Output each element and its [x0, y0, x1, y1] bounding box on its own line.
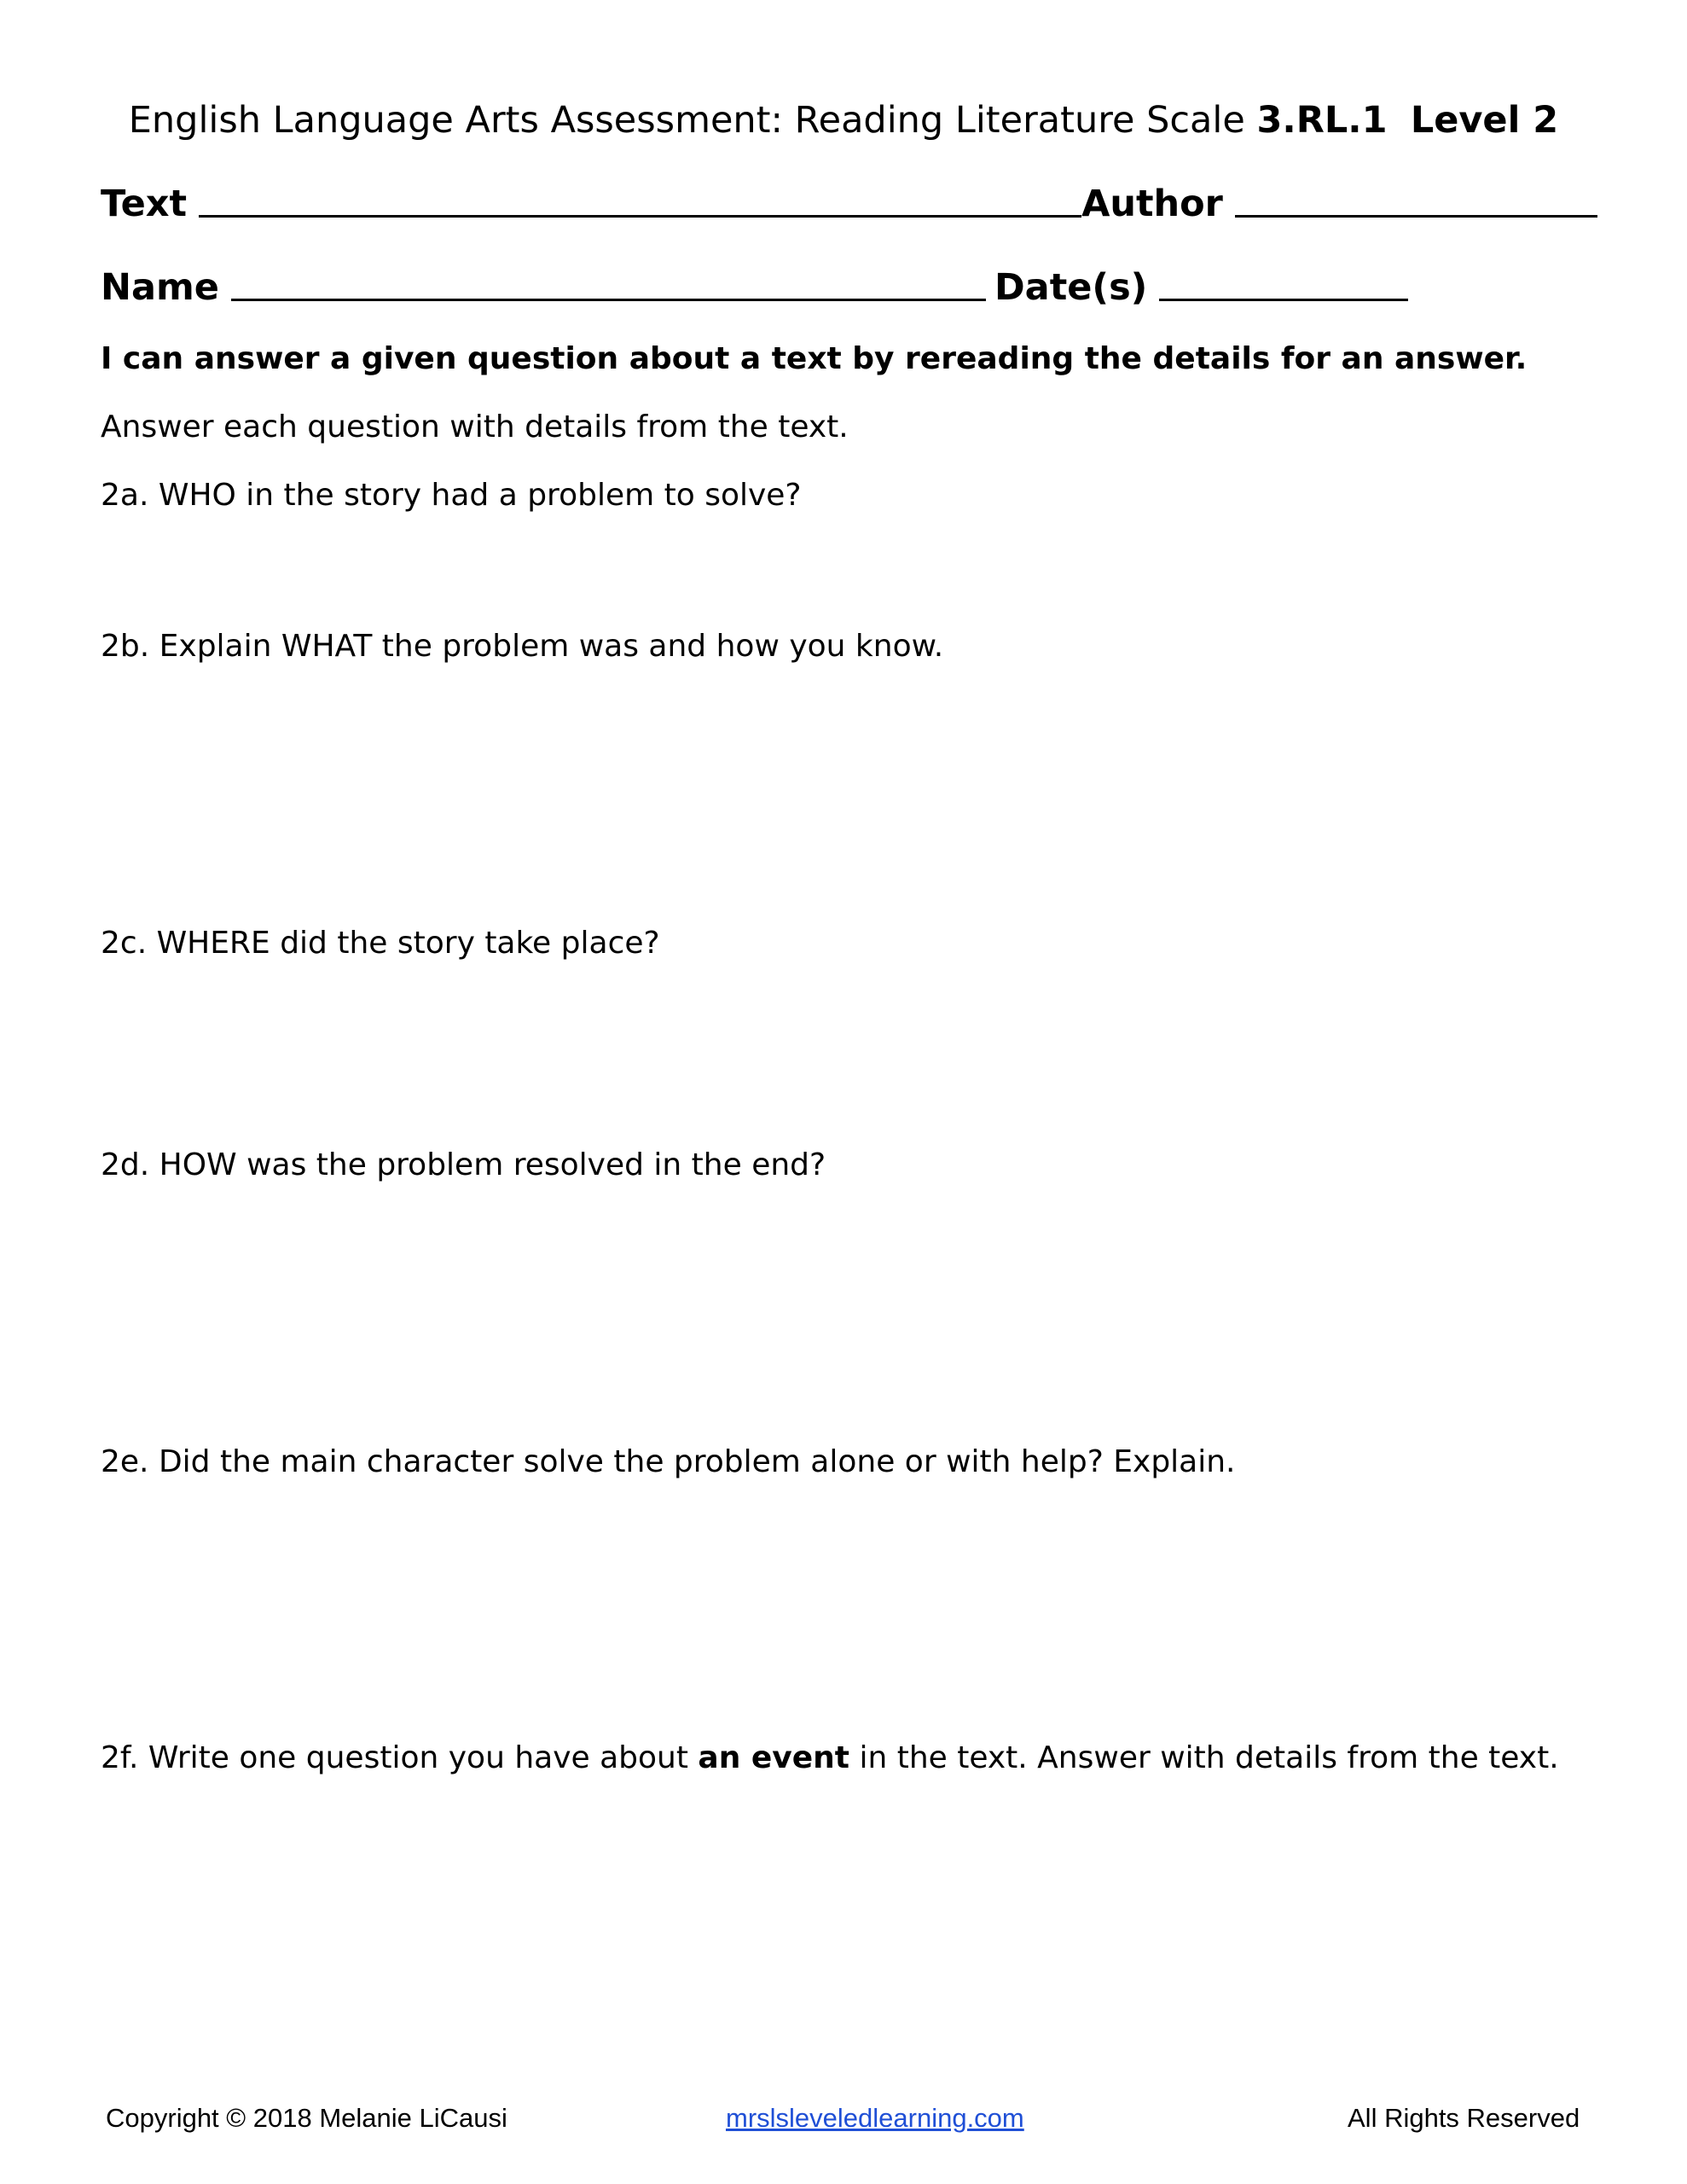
author-label: Author [1081, 183, 1223, 225]
title-level: Level 2 [1410, 99, 1559, 142]
date-label: Date(s) [994, 266, 1148, 309]
question-2c: 2c. WHERE did the story take place? [101, 926, 660, 961]
footer-website-link[interactable]: mrslsleveledlearning.com [726, 2103, 1024, 2133]
date-blank-line[interactable] [1159, 268, 1408, 301]
question-2f [101, 1740, 1559, 1775]
name-date-row [101, 266, 1417, 309]
question-2f-emphasis: an event [698, 1740, 850, 1775]
page-title [0, 99, 1687, 142]
text-label: Text [101, 183, 188, 225]
footer-copyright: Copyright © 2018 Melanie LiCausi [106, 2103, 507, 2133]
question-2f-start: 2f. Write one question you have about [101, 1740, 699, 1775]
name-blank-line[interactable] [231, 268, 986, 301]
instructions: Answer each question with details from the text. [101, 410, 849, 444]
question-2a: 2a. WHO in the story had a problem to solve? [101, 478, 802, 513]
title-code: 3.RL.1 [1256, 99, 1388, 142]
question-2f-end: in the text. Answer with details from the text. [849, 1740, 1559, 1775]
title-main: English Language Arts Assessment: Reading Literature Scale [128, 99, 1257, 142]
text-author-row [101, 183, 1606, 225]
question-2d: 2d. HOW was the problem resolved in the end? [101, 1147, 826, 1182]
name-label: Name [101, 266, 219, 309]
text-blank-line[interactable] [199, 184, 1081, 218]
author-blank-line[interactable] [1235, 184, 1597, 218]
learning-target: I can answer a given question about a text by rereading the details for an answer. [101, 341, 1528, 376]
question-2b: 2b. Explain WHAT the problem was and how you know. [101, 629, 944, 664]
question-2e: 2e. Did the main character solve the problem alone or with help? Explain. [101, 1444, 1236, 1479]
footer-rights: All Rights Reserved [1348, 2103, 1580, 2133]
